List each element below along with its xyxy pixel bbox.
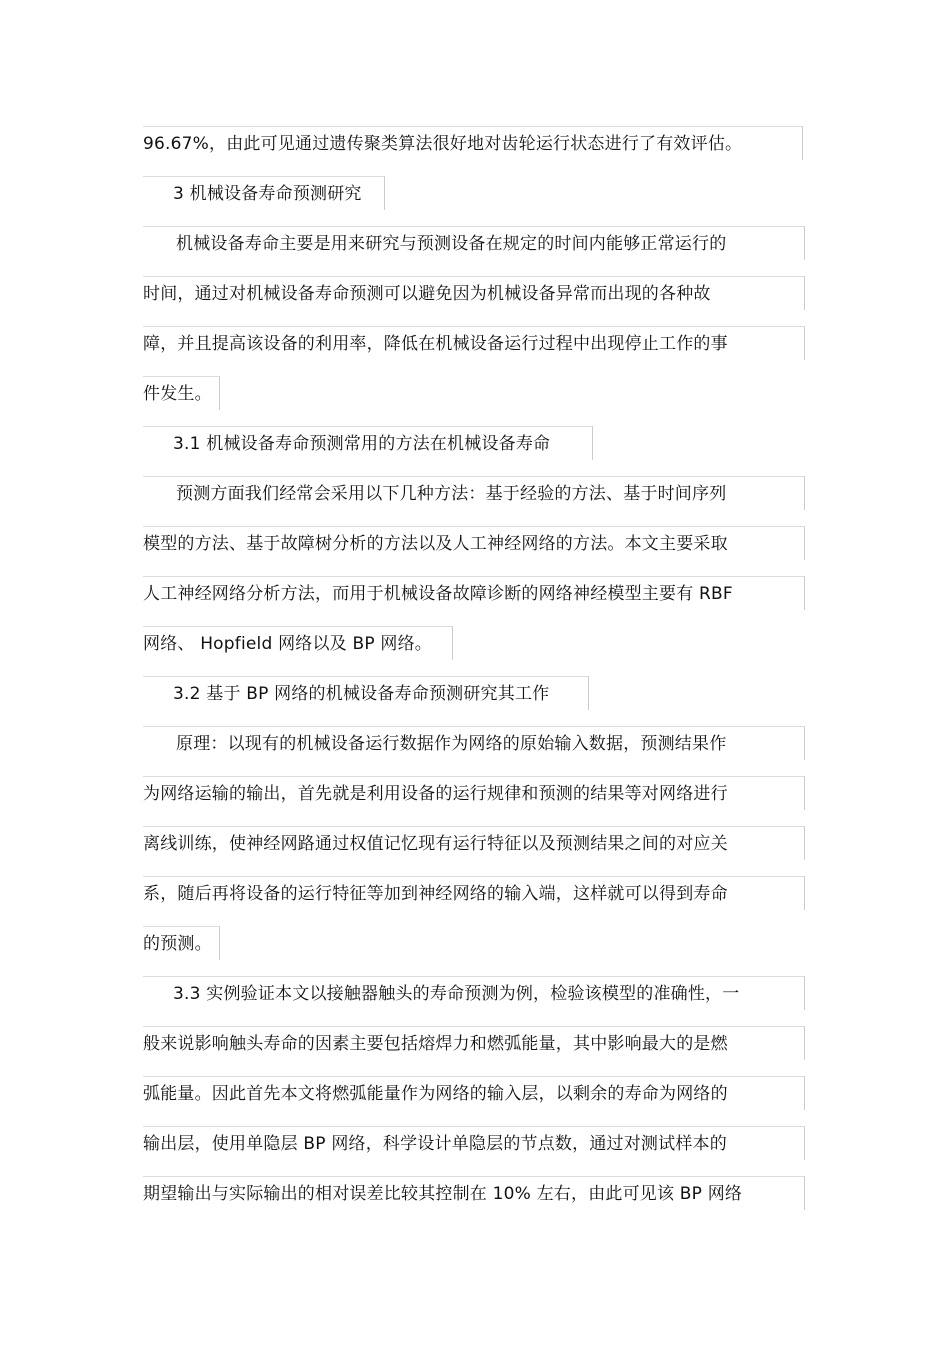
paragraph-line: 障，并且提高该设备的利用率，降低在机械设备运行过程中出现停止工作的事 — [143, 326, 805, 360]
section-heading: 3 机械设备寿命预测研究 — [143, 176, 385, 210]
paragraph-line: 件发生。 — [143, 376, 220, 410]
paragraph-line: 为网络运输的输出，首先就是利用设备的运行规律和预测的结果等对网络进行 — [143, 776, 805, 810]
section-heading: 3.3 实例验证本文以接触器触头的寿命预测为例，检验该模型的准确性，一 — [143, 976, 805, 1010]
paragraph-line: 时间，通过对机械设备寿命预测可以避免因为机械设备异常而出现的各种故 — [143, 276, 805, 310]
paragraph-line: 的预测。 — [143, 926, 220, 960]
paragraph-line: 模型的方法、基于故障树分析的方法以及人工神经网络的方法。本文主要采取 — [143, 526, 805, 560]
paragraph-line: 期望输出与实际输出的相对误差比较其控制在 10% 左右，由此可见该 BP 网络 — [143, 1176, 805, 1210]
section-heading: 3.2 基于 BP 网络的机械设备寿命预测研究其工作 — [143, 676, 589, 710]
paragraph-line: 输出层，使用单隐层 BP 网络，科学设计单隐层的节点数，通过对测试样本的 — [143, 1126, 805, 1160]
paragraph-line: 网络、 Hopfield 网络以及 BP 网络。 — [143, 626, 453, 660]
paragraph-line: 人工神经网络分析方法，而用于机械设备故障诊断的网络神经模型主要有 RBF — [143, 576, 805, 610]
paragraph-line: 预测方面我们经常会采用以下几种方法：基于经验的方法、基于时间序列 — [143, 476, 805, 510]
paragraph-line: 机械设备寿命主要是用来研究与预测设备在规定的时间内能够正常运行的 — [143, 226, 805, 260]
paragraph-line: 原理：以现有的机械设备运行数据作为网络的原始输入数据，预测结果作 — [143, 726, 805, 760]
paragraph-line: 弧能量。因此首先本文将燃弧能量作为网络的输入层，以剩余的寿命为网络的 — [143, 1076, 805, 1110]
text-line: 96.67%，由此可见通过遗传聚类算法很好地对齿轮运行状态进行了有效评估。 — [143, 126, 803, 160]
section-heading: 3.1 机械设备寿命预测常用的方法在机械设备寿命 — [143, 426, 593, 460]
paragraph-line: 般来说影响触头寿命的因素主要包括熔焊力和燃弧能量，其中影响最大的是燃 — [143, 1026, 805, 1060]
paragraph-line: 离线训练，使神经网路通过权值记忆现有运行特征以及预测结果之间的对应关 — [143, 826, 805, 860]
paragraph-line: 系，随后再将设备的运行特征等加到神经网络的输入端，这样就可以得到寿命 — [143, 876, 805, 910]
